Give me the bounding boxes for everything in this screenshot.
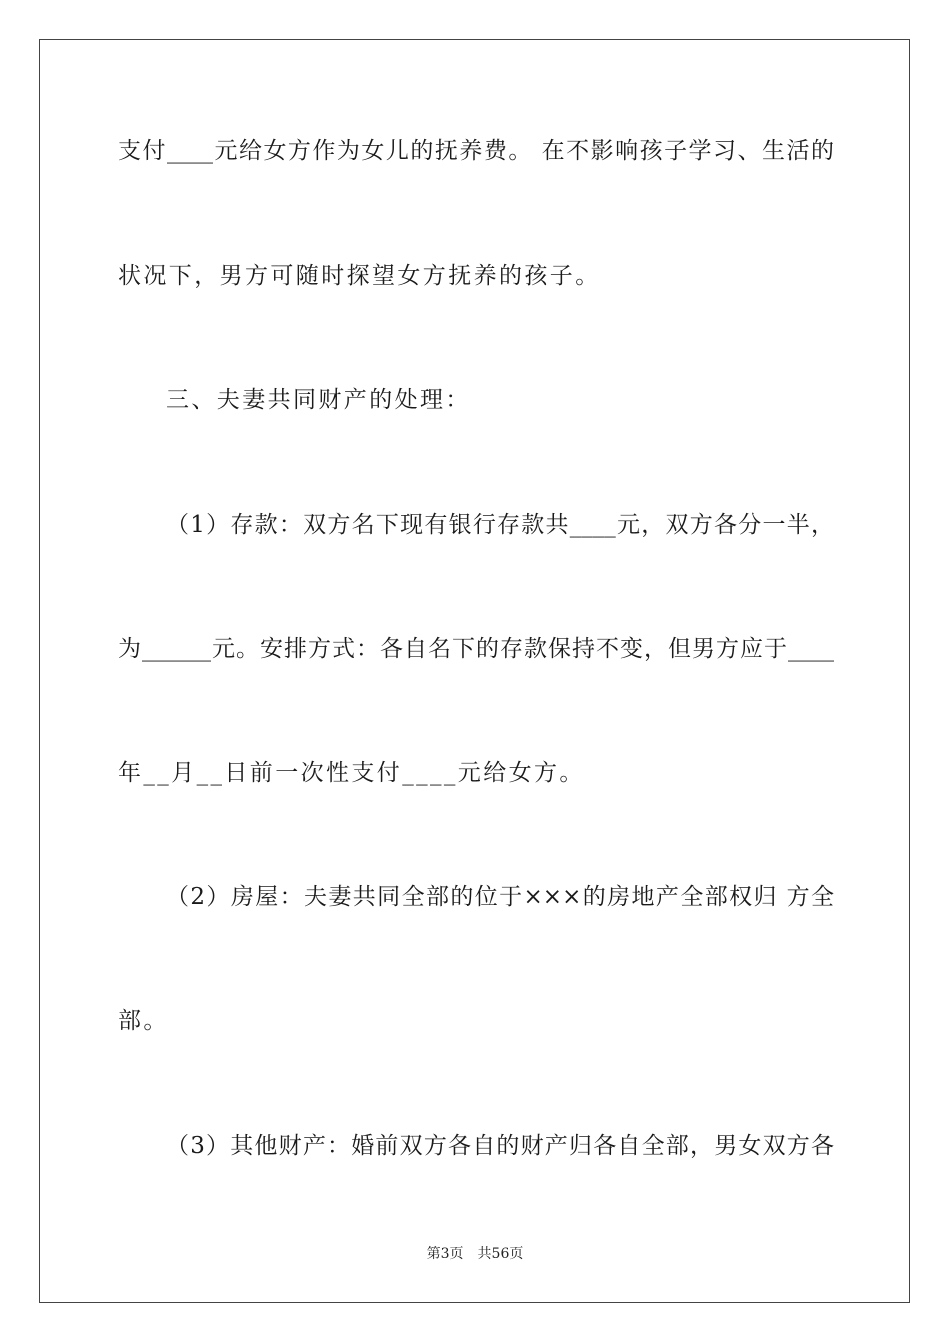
page-footer <box>0 1244 950 1264</box>
body-text-line-2: 状况下，男方可随时探望女方抚养的孩子。 <box>118 263 601 289</box>
page-total: 共56页 <box>477 1246 524 1262</box>
page-number: 第3页 <box>426 1246 464 1262</box>
body-text-line-house-end: 部。 <box>118 1008 169 1034</box>
body-text-line-deposits: （1）存款：双方名下现有银行存款共____元，双方各分一半， <box>166 512 834 538</box>
section-heading-property: 三、夫妻共同财产的处理： <box>166 387 471 413</box>
body-text-line-other-property: （3）其他财产：婚前双方各自的财产归各自全部，男女双方各 <box>166 1133 834 1159</box>
page-border <box>39 39 910 1303</box>
body-text-line-payment-date: 年__月__日前一次性支付____元给女方。 <box>118 760 585 786</box>
body-text-line-arrangement: 为______元。安排方式：各自名下的存款保持不变，但男方应于____ <box>118 636 834 662</box>
body-text-line-1: 支付____元给女方作为女儿的抚养费。 在不影响孩子学习、生活的 <box>118 138 834 164</box>
body-text-line-house: （2）房屋：夫妻共同全部的位于×××的房地产全部权归 方全 <box>166 884 834 910</box>
